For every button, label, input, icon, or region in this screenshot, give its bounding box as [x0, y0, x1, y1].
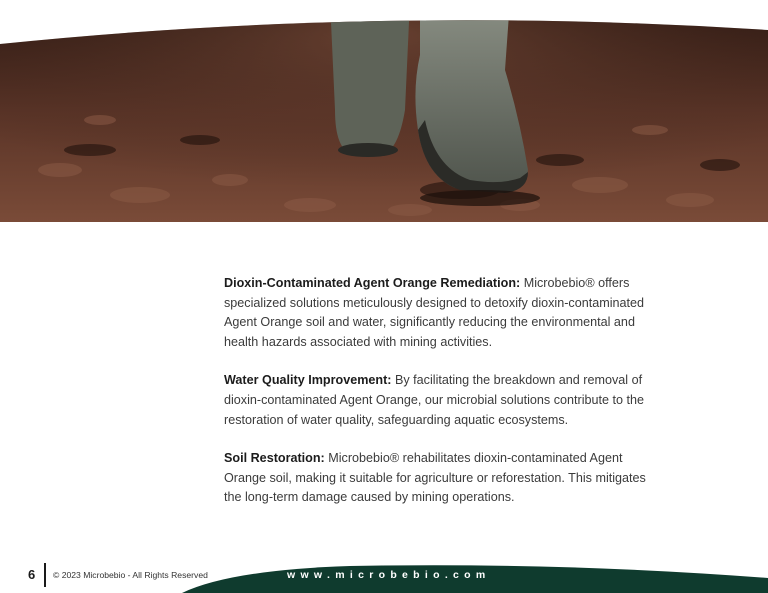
footer-divider	[44, 563, 46, 587]
water-quality-heading: Water Quality Improvement:	[224, 373, 392, 388]
soil-restoration-paragraph	[224, 449, 656, 508]
website-url[interactable]: www.microbebio.com	[287, 569, 491, 581]
soil-restoration-heading: Soil Restoration:	[224, 451, 325, 466]
copyright-text: © 2023 Microbebio - All Rights Reserved	[53, 570, 208, 580]
remediation-body: Microbebio® offers specialized solutions meticulously designed to detoxify dioxin-contaminated Agent Orange soil and water, significantly reducing the environmental and health hazards associated with mining activities.	[224, 276, 645, 349]
remediation-paragraph	[224, 274, 656, 352]
hero-image	[0, 0, 768, 222]
remediation-heading: Dioxin-Contaminated Agent Orange Remediation:	[224, 276, 521, 290]
soil-restoration-body: Microbebio® rehabilitates dioxin-contaminated Agent Orange soil, making it suitable for agriculture or reforestation. This mitigates the long-term damage caused by mining operations.	[224, 451, 646, 505]
water-quality-paragraph	[224, 371, 656, 430]
page-number: 6	[28, 567, 36, 582]
content-section	[224, 274, 656, 527]
water-quality-body: By facilitating the breakdown and removal of dioxin-contaminated Agent Orange, our microbial solutions contribute to the restoration of water quality, safeguarding aquatic ecosystems.	[224, 373, 645, 427]
